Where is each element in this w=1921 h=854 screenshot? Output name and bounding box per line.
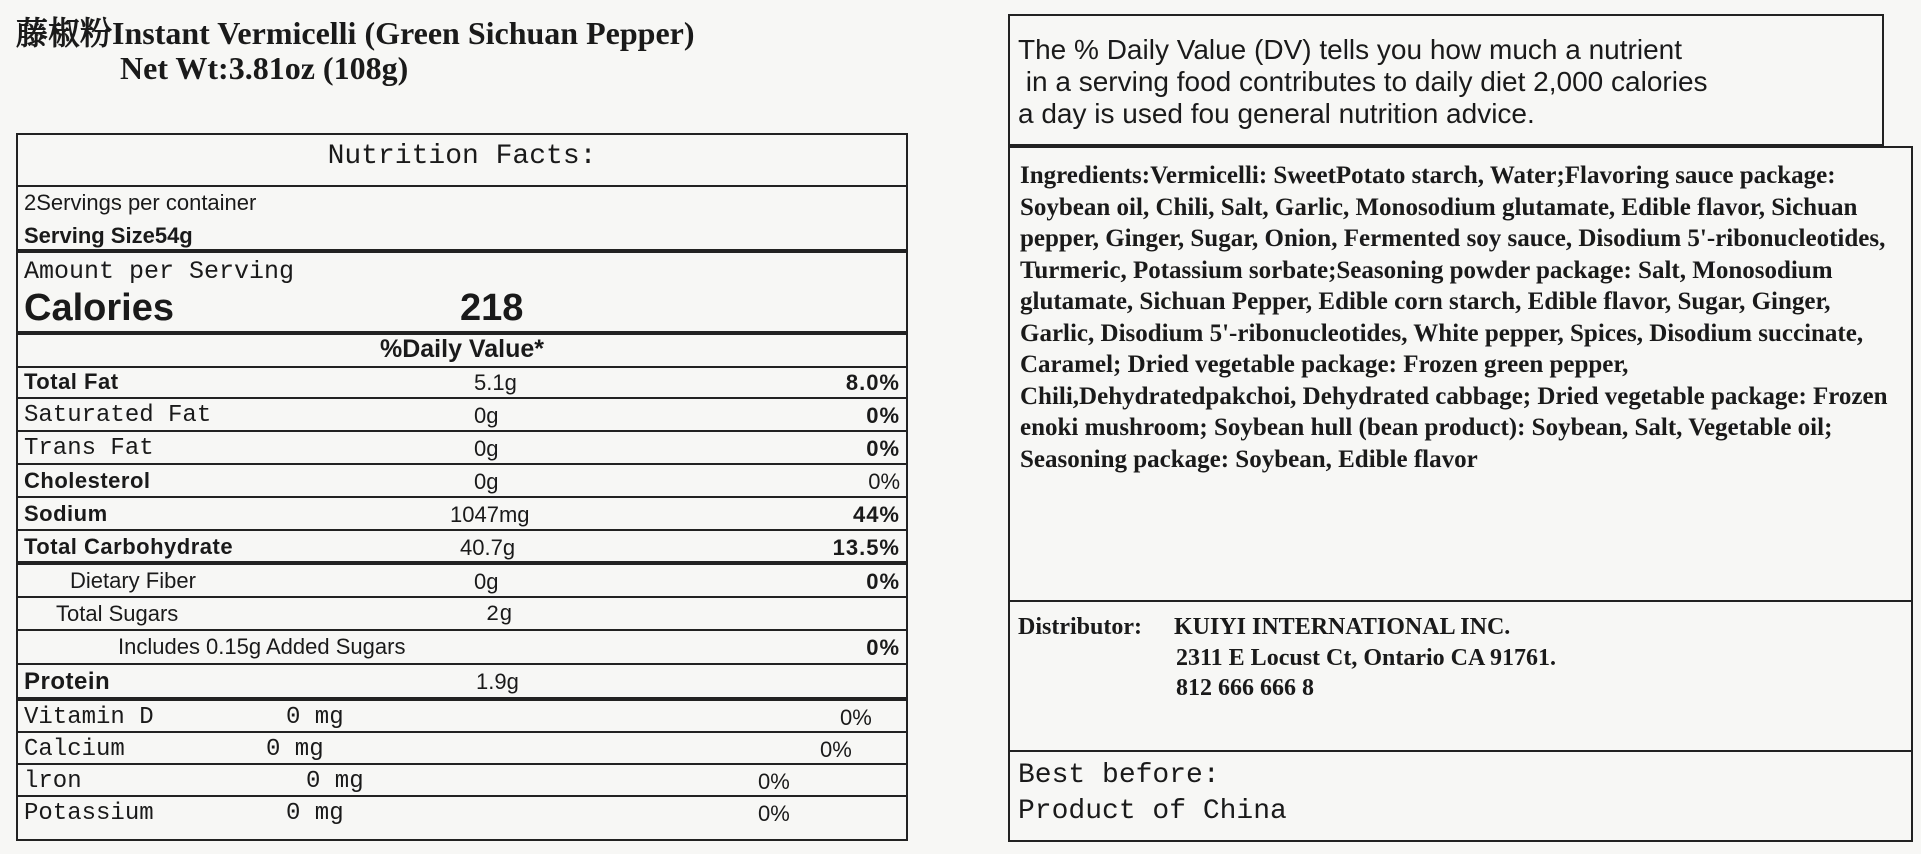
nutrient-daily-value: 0% <box>868 469 900 494</box>
nutrient-label: Total Fat <box>24 369 119 394</box>
vitamin-row <box>18 701 906 733</box>
nutrient-amount: 0g <box>474 569 499 594</box>
product-title: 藤椒粉Instant Vermicelli (Green Sichuan Pepper) <box>16 15 695 51</box>
vitamin-row <box>18 765 906 797</box>
nutrient-amount: 5.1g <box>474 370 517 395</box>
daily-value-note <box>1008 14 1884 146</box>
nutrient-label: Includes 0.15g Added Sugars <box>118 634 406 659</box>
vitamin-label: Vitamin D <box>24 704 154 731</box>
vitamin-daily-value: 0% <box>840 705 872 730</box>
nutrient-daily-value: 8.0% <box>845 370 900 395</box>
distributor-name: KUIYI INTERNATIONAL INC. <box>1174 614 1511 640</box>
ingredients-panel <box>1008 146 1913 752</box>
vitamin-row <box>18 733 906 765</box>
nutrient-row <box>18 665 906 701</box>
dv-note-line-2: in a serving food contributes to daily diet 2,000 calories <box>1018 66 1708 97</box>
nutrient-daily-value: 0% <box>866 436 900 461</box>
best-before: Best before: <box>1018 760 1220 791</box>
vitamin-amount: 0 mg <box>286 800 344 827</box>
nutrient-label: Total Sugars <box>56 601 179 626</box>
nutrient-label: Sodium <box>24 501 108 526</box>
vitamin-label: Calcium <box>24 736 125 763</box>
distributor-phone: 812 666 666 8 <box>1176 675 1314 701</box>
serving-size: Serving Size54g <box>24 223 193 248</box>
net-weight: Net Wt:3.81oz (108g) <box>120 50 409 86</box>
vitamin-label: lron <box>24 768 82 795</box>
nutrition-heading: Nutrition Facts: <box>327 141 597 172</box>
nutrient-row <box>18 399 906 432</box>
vitamin-daily-value: 0% <box>820 737 852 762</box>
nutrient-daily-value: 0% <box>866 403 900 428</box>
nutrient-label: Trans Fat <box>24 435 154 462</box>
nutrient-row <box>18 366 906 399</box>
nutrient-label: Cholesterol <box>24 468 151 493</box>
nutrient-label: Protein <box>24 668 111 695</box>
nutrient-amount: 0g <box>474 436 499 461</box>
vitamin-amount: 0 mg <box>266 736 324 763</box>
nutrient-label: Saturated Fat <box>24 402 212 429</box>
servings-per-container: 2Servings per container <box>24 190 257 215</box>
calories-value: 218 <box>460 287 524 329</box>
nutrient-amount: 1047mg <box>450 502 530 527</box>
daily-value-header: %Daily Value* <box>380 335 544 363</box>
nutrient-label: Total Carbohydrate <box>24 534 234 559</box>
nutrient-row <box>18 498 906 531</box>
nutrition-facts-panel <box>16 133 908 841</box>
distributor-address: 2311 E Locust Ct, Ontario CA 91761. <box>1176 645 1557 671</box>
distributor-label: Distributor: <box>1018 614 1142 640</box>
nutrient-row <box>18 598 906 631</box>
nutrient-amount: 2g <box>486 602 513 627</box>
amount-per-serving: Amount per Serving <box>24 257 295 286</box>
nutrient-row <box>18 565 906 598</box>
vitamin-row <box>18 797 906 829</box>
nutrient-amount: 0g <box>474 403 499 428</box>
dv-note-line-1: The % Daily Value (DV) tells you how much a nutrient <box>1018 34 1682 65</box>
dv-note-line-3: a day is used fou general nutrition advice. <box>1018 98 1535 129</box>
nutrient-row <box>18 432 906 465</box>
nutrient-row <box>18 465 906 498</box>
calories-label: Calories <box>24 287 174 329</box>
nutrient-row <box>18 631 906 665</box>
nutrient-daily-value: 13.5% <box>832 535 900 560</box>
nutrient-daily-value: 44% <box>852 502 900 527</box>
vitamin-daily-value: 0% <box>758 769 790 794</box>
vitamin-daily-value: 0% <box>758 801 790 826</box>
vitamin-amount: 0 mg <box>306 768 364 795</box>
product-origin: Product of China <box>1018 796 1287 827</box>
vitamin-amount: 0 mg <box>286 704 344 731</box>
nutrient-daily-value: 0% <box>866 635 900 660</box>
nutrient-row <box>18 531 906 565</box>
footer-panel <box>1008 750 1913 842</box>
ingredients-text: Ingredients:Vermicelli: SweetPotato starch, Water;Flavoring sauce package: Soybean oil, Chili, Salt, Garlic, Monosodium glutamate, Edible flavor, Sichuan pepper, Ginger, Sugar, Onion, Fermented soy sauce, Disodium 5'-ribonucleotides, Turmeric, Potassium sorbate;Seasoning powder package: Salt, Monosodium glutamate, Sichuan Pepper, Edible corn starch, Edible flavor, Sugar, Ginger, Garlic, Disodium 5'-ribonucleotides, White pepper, Spices, Disodium succinate, Caramel; Dried vegetable package: Frozen green pepper, Chili,Dehydratedpakchoi, Dehydrated cabbage; Dried vegetable package: Frozen enoki mushroom; Soybean hull (bean product): Soybean, Salt, Vegetable oil; Seasoning package: Soybean, Edible flavor <box>1020 162 1888 473</box>
nutrient-amount: 0g <box>474 469 499 494</box>
nutrient-daily-value: 0% <box>866 569 900 594</box>
vitamin-label: Potassium <box>24 800 154 827</box>
nutrient-amount: 40.7g <box>460 535 516 560</box>
nutrient-amount: 1.9g <box>476 669 519 694</box>
nutrient-label: Dietary Fiber <box>70 568 196 593</box>
